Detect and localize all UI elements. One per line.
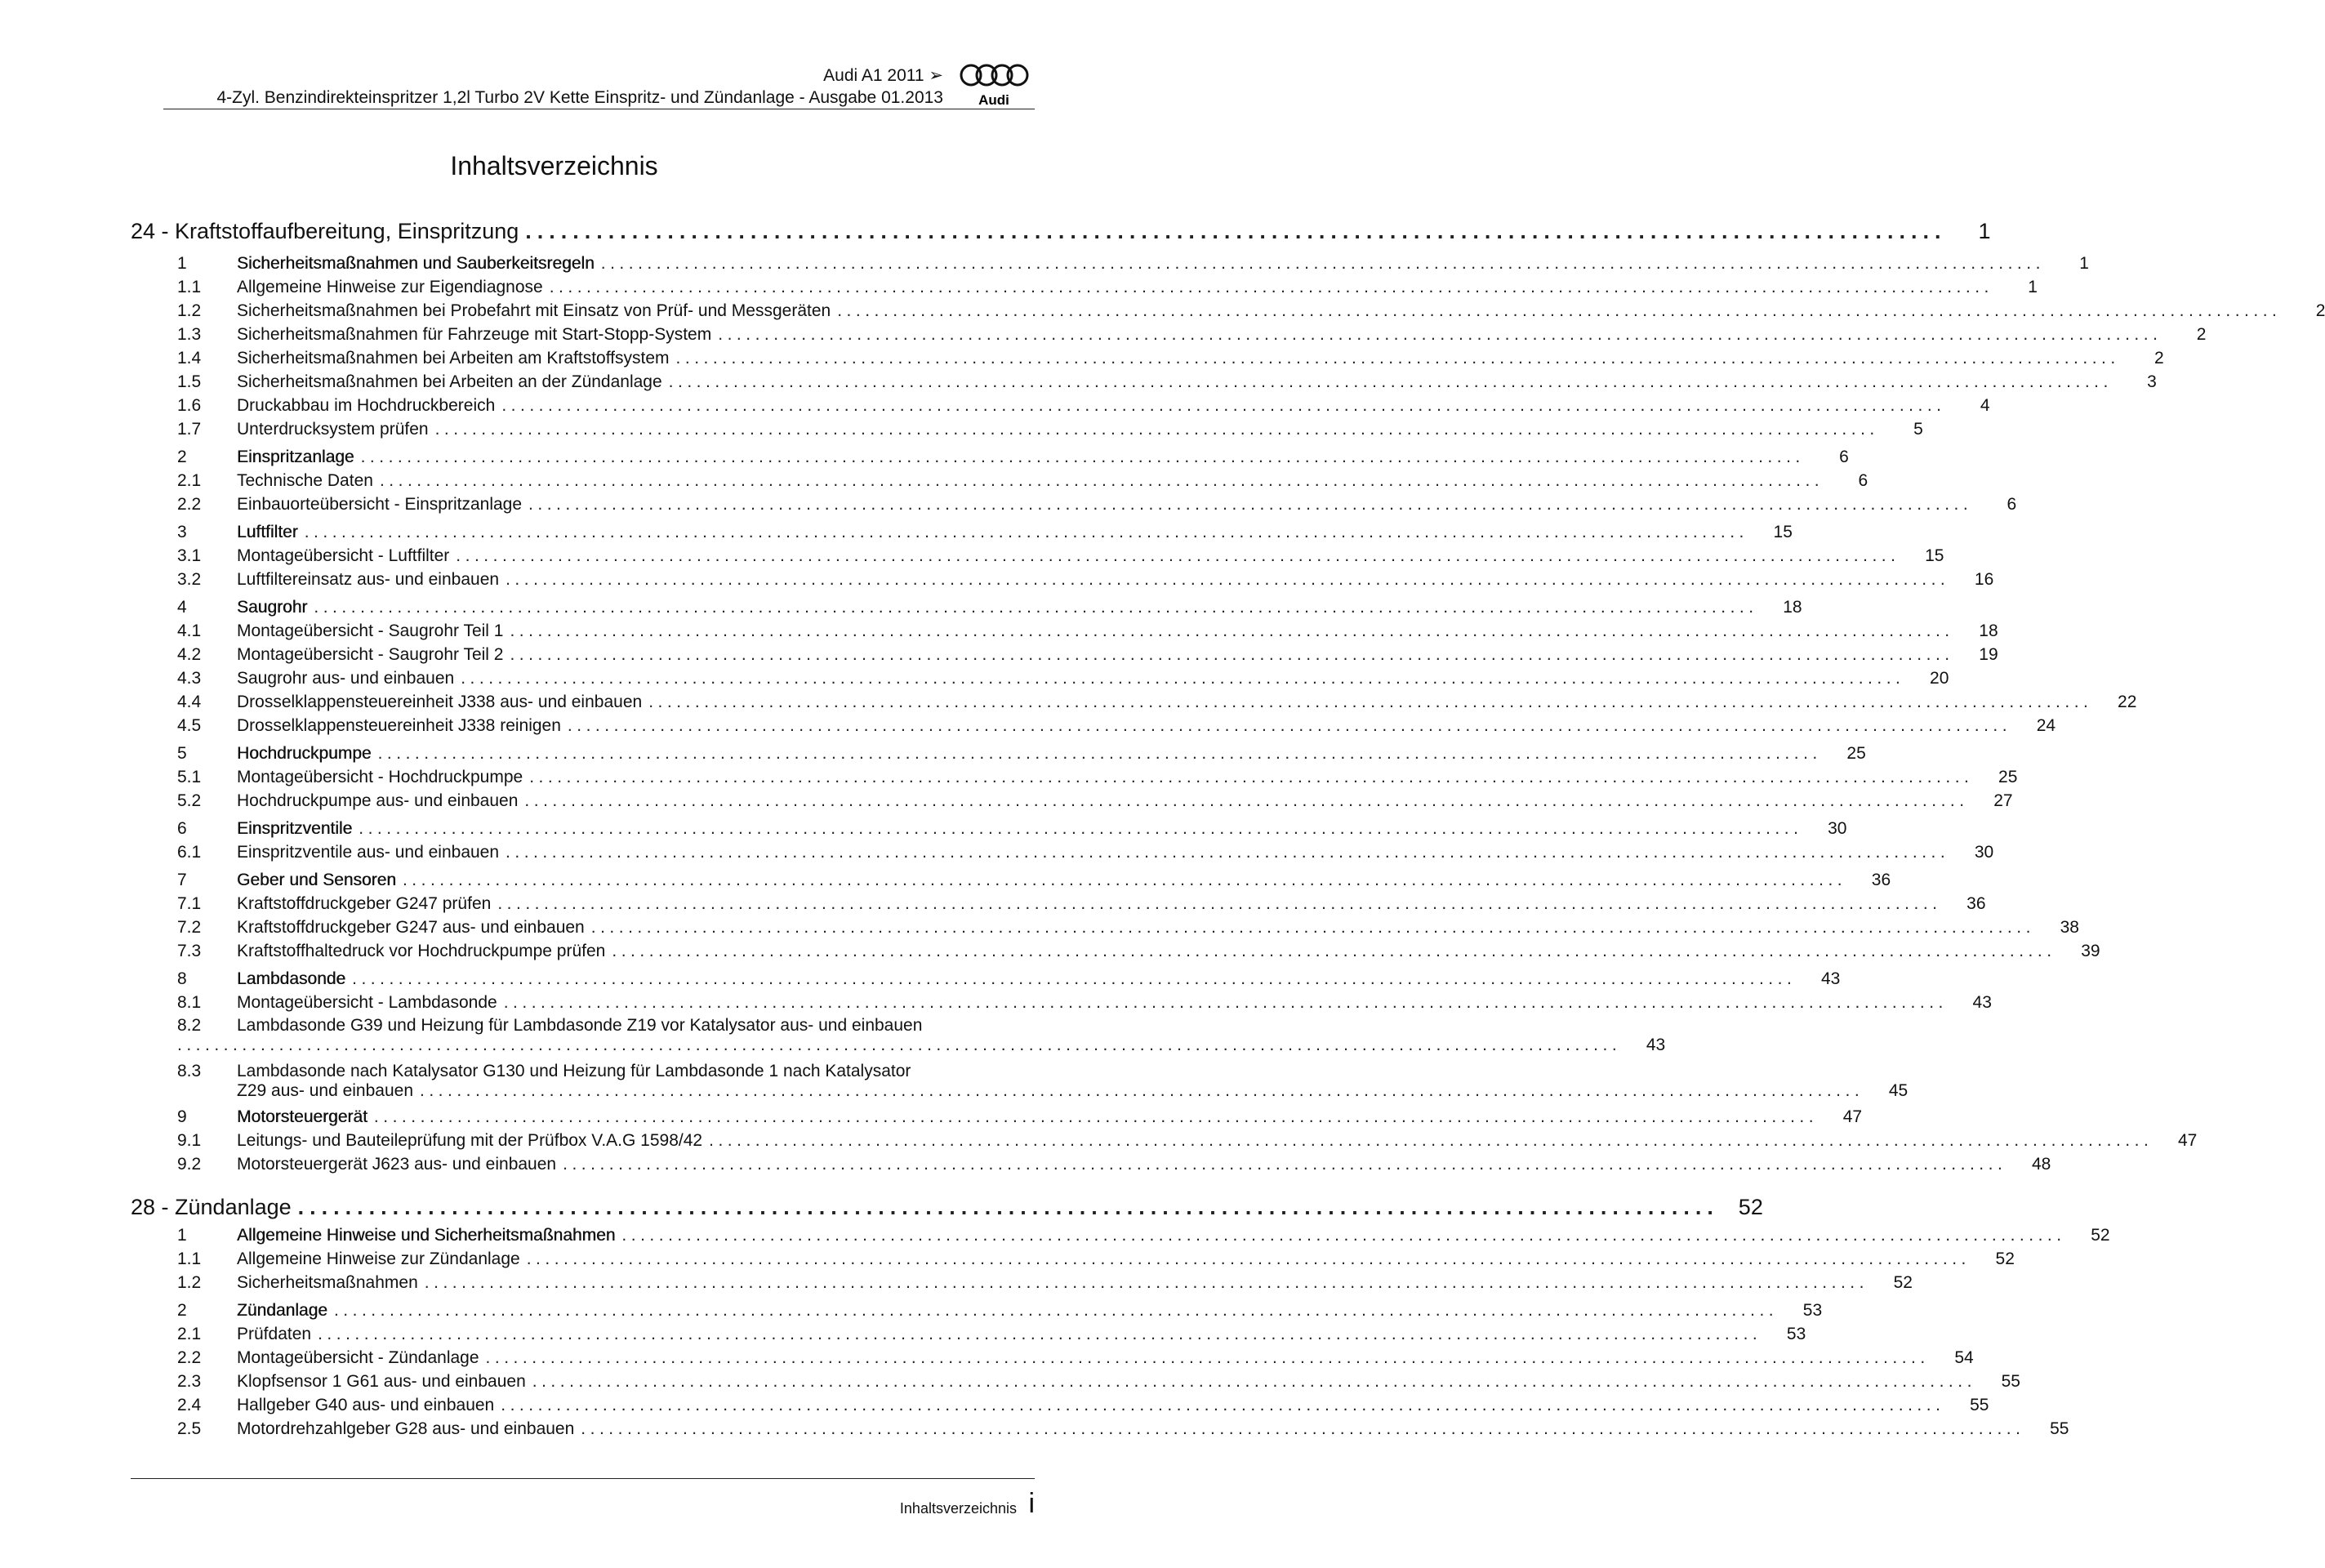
toc-num: 1.1 (177, 1250, 202, 1268)
toc-page: 39 (2081, 942, 2100, 960)
toc-title: Zündanlage (237, 1301, 327, 1320)
toc-section[interactable] (177, 967, 1841, 991)
toc-title: Luftfilter (237, 523, 298, 541)
leader-dots: ............................................................................................................................................................ (549, 278, 1993, 296)
toc-num: 2.1 (177, 471, 202, 490)
toc-num: 1.2 (177, 301, 202, 320)
toc-num: 2.5 (177, 1419, 202, 1438)
toc-title: Einbauorteübersicht - Einspritzanlage (237, 495, 523, 514)
toc-title: Druckabbau im Hochdruckbereich (237, 396, 496, 415)
toc-num: 4.4 (177, 693, 202, 711)
toc-title: Einspritzventile (237, 819, 353, 838)
toc-chapter-28[interactable] (131, 1191, 1763, 1223)
toc-title: Sicherheitsmaßnahmen (237, 1273, 418, 1292)
toc-page: 1 (2079, 254, 2089, 273)
toc-num: 2.4 (177, 1396, 202, 1414)
toc-title: Hochdruckpumpe aus- und einbauen (237, 791, 519, 810)
toc-title: Einspritzventile aus- und einbauen (237, 843, 500, 862)
toc-num: 8 (177, 969, 187, 988)
toc-num: 4 (177, 598, 187, 617)
footer-rule (131, 1478, 1035, 1479)
toc-item[interactable] (177, 1417, 2069, 1441)
leader-dots: ............................................................................................................................................................ (567, 716, 2012, 735)
toc-item[interactable] (177, 394, 1990, 417)
toc-section[interactable] (177, 1223, 2110, 1247)
toc-page: 45 (1888, 1081, 1909, 1100)
toc-page: 16 (1974, 570, 1994, 589)
leader-dots: ............................................................................................................................................................ (503, 993, 1948, 1012)
toc-item[interactable] (177, 346, 2164, 370)
toc-title: Sicherheitsmaßnahmen bei Arbeiten an der Zündanlage (237, 372, 662, 391)
toc-num: 2.1 (177, 1325, 202, 1343)
toc-item[interactable] (177, 666, 1949, 690)
toc-item[interactable] (177, 469, 1868, 492)
toc-title: Saugrohr aus- und einbauen (237, 669, 455, 688)
toc-page: 30 (1974, 843, 1994, 862)
leader-dots: ............................................................................................................................................................ (526, 1250, 1971, 1268)
toc-num: 4.2 (177, 645, 202, 664)
toc-page: 24 (2036, 716, 2056, 735)
leader-dots: ............................................................................................................................................................ (333, 1301, 1779, 1320)
toc-num: 1 (177, 1226, 187, 1245)
toc-num: 3.2 (177, 570, 202, 589)
toc-title: Sicherheitsmaßnahmen für Fahrzeuge mit Start-Stopp-System (237, 325, 712, 344)
toc-item[interactable] (177, 1129, 2198, 1152)
leader-dots: ............................................................................................................................................................ (612, 942, 2056, 960)
leader-dots: ............................................................................................................................................................ (528, 495, 1973, 514)
toc-title: Technische Daten (237, 471, 373, 490)
toc-num: 1.4 (177, 349, 202, 368)
toc-title: Sicherheitsmaßnahmen bei Probefahrt mit Einsatz von Prüf- und Messgeräten (237, 301, 831, 320)
toc-num: 1.6 (177, 396, 202, 415)
leader-dots: ............................................................................................................................................................ (304, 523, 1748, 541)
leader-dots: ............................................................................................................................................................ (314, 598, 1758, 617)
audi-logo-icon (953, 62, 1035, 109)
page-header (163, 62, 1035, 111)
toc-page: 52 (1893, 1273, 1913, 1292)
toc-title: Luftfiltereinsatz aus- und einbauen (237, 570, 500, 589)
toc-page: 25 (1998, 768, 2018, 786)
toc-page: 3 (2147, 372, 2157, 391)
toc-page: 6 (2007, 495, 2017, 514)
leader-dots: ............................................................................................................................................................ (600, 254, 2045, 273)
toc-page: 20 (1930, 669, 1949, 688)
toc-title-line2: Z29 aus- und einbauen (237, 1081, 413, 1100)
toc-page: 53 (1802, 1301, 1823, 1320)
toc-section[interactable] (177, 817, 1847, 840)
toc-num: 6 (177, 819, 187, 838)
toc-title: Saugrohr (237, 598, 308, 617)
leader-dots: ............................................................................................................................................................ (402, 871, 1847, 889)
toc-page: 25 (1846, 744, 1866, 763)
toc-item[interactable] (177, 1393, 1989, 1417)
toc-item[interactable] (177, 1370, 2020, 1393)
toc-item[interactable] (177, 915, 2079, 939)
toc-title: Lambdasonde G39 und Heizung für Lambdasonde Z19 vor Katalysator aus- und einbauen (237, 1016, 923, 1035)
toc-page: 4 (1980, 396, 1990, 415)
toc-title: Montageübersicht - Saugrohr Teil 2 (237, 645, 504, 664)
leader-dots: ............................................................................................................................................................ (532, 1372, 1976, 1391)
toc-item[interactable] (177, 417, 1923, 441)
toc-num: 1.3 (177, 325, 202, 344)
toc-num: 7.1 (177, 894, 202, 913)
toc-num: 1.2 (177, 1273, 202, 1292)
toc-page: 55 (2001, 1372, 2020, 1391)
toc-page: 36 (1871, 871, 1891, 889)
toc-title: Sicherheitsmaßnahmen bei Arbeiten am Kraftstoffsystem (237, 349, 670, 368)
toc-item[interactable] (177, 1322, 1806, 1346)
toc-title-line1: Lambdasonde nach Katalysator G130 und Heizung für Lambdasonde 1 nach Katalysator (237, 1062, 911, 1080)
toc-item[interactable] (177, 643, 1998, 666)
toc-num: 9 (177, 1107, 187, 1126)
toc-title: Allgemeine Hinweise zur Zündanlage (237, 1250, 520, 1268)
toc-title: Allgemeine Hinweise und Sicherheitsmaßnahmen (237, 1226, 616, 1245)
toc-num: 8.3 (177, 1062, 202, 1080)
leader-dots: ........................................................................................................................ (297, 1195, 1719, 1219)
toc-num: 7 (177, 871, 187, 889)
toc-page: 2 (2196, 325, 2207, 344)
toc-num: 1.1 (177, 278, 202, 296)
toc-page: 18 (1979, 621, 1998, 640)
toc-title: Montageübersicht - Saugrohr Teil 1 (237, 621, 504, 640)
leader-dots: ............................................................................................................................................................ (360, 448, 1805, 466)
toc-num: 7.2 (177, 918, 202, 937)
leader-dots: ............................................................................................................................................................ (506, 843, 1950, 862)
toc-section[interactable] (177, 1105, 1863, 1129)
toc-item[interactable] (177, 299, 2325, 323)
toc-num: 2.3 (177, 1372, 202, 1391)
toc-num: 4.3 (177, 669, 202, 688)
leader-dots: ............................................................................................................................................................ (420, 1081, 1864, 1100)
toc-item[interactable] (177, 1152, 2051, 1176)
toc-page: 38 (2060, 918, 2079, 937)
toc-item[interactable] (177, 370, 2157, 394)
toc-page: 2 (2315, 301, 2325, 320)
footer-label: Inhaltsverzeichnis (899, 1500, 1017, 1517)
toc-item[interactable] (177, 1062, 1909, 1101)
leader-dots: ............................................................................................................................................................ (668, 372, 2113, 391)
leader-dots: ............................................................................................................................................................ (506, 570, 1950, 589)
toc-page: 48 (2031, 1155, 2051, 1174)
toc-page: 53 (1786, 1325, 1806, 1343)
toc-page: 52 (1995, 1250, 2015, 1268)
toc-item[interactable] (177, 789, 2013, 813)
leader-dots: ............................................................................................................................................................ (648, 693, 2093, 711)
leader-dots: ............................................................................................................................................................ (434, 420, 1879, 439)
toc-title: Motorsteuergerät (237, 1107, 367, 1126)
toc-page: 22 (2118, 693, 2137, 711)
leader-dots: ............................................................................................................................................................ (837, 301, 2282, 320)
toc-chapter-title: 24 - Kraftstoffaufbereitung, Einspritzung (131, 219, 519, 243)
footer-page-number: i (1028, 1488, 1035, 1519)
toc-section[interactable] (177, 742, 1866, 765)
leader-dots: ............................................................................................................................................................ (456, 546, 1900, 565)
toc-page: 2 (2154, 349, 2164, 368)
toc-num: 8.1 (177, 993, 202, 1012)
leader-dots: ............................................................................................................................................................ (379, 471, 1824, 490)
toc-title: Allgemeine Hinweise zur Eigendiagnose (237, 278, 543, 296)
leader-dots: ............................................................................................................................................................ (501, 396, 1946, 415)
toc-num: 1.5 (177, 372, 202, 391)
toc-item[interactable] (177, 568, 1994, 591)
leader-dots: ............................................................................................................................................................ (352, 969, 1797, 988)
toc-item[interactable] (177, 1346, 1974, 1370)
toc-title: Lambdasonde (237, 969, 346, 988)
toc-title: Kraftstoffhaltedruck vor Hochdruckpumpe prüfen (237, 942, 606, 960)
toc-page: 55 (2050, 1419, 2069, 1438)
leader-dots: ............................................................................................................................................................ (524, 791, 1969, 810)
toc-page: 6 (1839, 448, 1849, 466)
leader-dots: ............................................................................................................................................................ (709, 1131, 2154, 1150)
leader-dots: ............................................................................................................................................................ (590, 918, 2035, 937)
toc-page: 1 (2028, 278, 2038, 296)
header-model: Audi A1 2011 ➢ (823, 66, 943, 85)
toc-page: 18 (1783, 598, 1802, 617)
toc-num: 3 (177, 523, 187, 541)
toc-title: Leitungs- und Bauteileprüfung mit der Prüfbox V.A.G 1598/42 (237, 1131, 703, 1150)
toc-title: Hochdruckpumpe (237, 744, 372, 763)
toc-num: 1 (177, 254, 187, 273)
toc-num: 7.3 (177, 942, 202, 960)
toc-num: 5 (177, 744, 187, 763)
toc-item[interactable] (177, 690, 2137, 714)
toc-num: 6.1 (177, 843, 202, 862)
toc-page: 15 (1773, 523, 1793, 541)
toc-num: 8.2 (177, 1016, 202, 1035)
leader-dots: ............................................................................................................................................................ (318, 1325, 1762, 1343)
toc-title: Sicherheitsmaßnahmen und Sauberkeitsregeln (237, 254, 595, 273)
toc-num: 9.2 (177, 1155, 202, 1174)
toc-title: Klopfsensor 1 G61 aus- und einbauen (237, 1372, 526, 1391)
toc-title: Drosselklappensteuereinheit J338 reinigen (237, 716, 561, 735)
leader-dots: ............................................................................................................................................................ (424, 1273, 1868, 1292)
toc-num: 1.7 (177, 420, 202, 439)
leader-dots: ............................................................................................................................................................ (718, 325, 2162, 344)
toc-num: 9.1 (177, 1131, 202, 1150)
table-of-contents (131, 215, 2325, 1441)
toc-item[interactable] (177, 1271, 1913, 1294)
leader-dots: ............................................................................................................................................................ (485, 1348, 1930, 1367)
toc-item[interactable] (177, 492, 2017, 516)
toc-page: 30 (1828, 819, 1847, 838)
toc-page: 19 (1979, 645, 1998, 664)
leader-dots: ............................................................................................................................................................ (501, 1396, 1945, 1414)
toc-item[interactable] (177, 840, 1994, 864)
toc-section[interactable] (177, 252, 2089, 275)
toc-title: Motorsteuergerät J623 aus- und einbauen (237, 1155, 557, 1174)
toc-item[interactable] (177, 275, 2038, 299)
toc-item[interactable] (177, 1016, 1666, 1055)
toc-item[interactable] (177, 619, 1998, 643)
leader-dots: ............................................................................................................................................................ (461, 669, 1905, 688)
toc-section[interactable] (177, 868, 1891, 892)
toc-page: 52 (1738, 1195, 1763, 1219)
toc-page: 47 (2177, 1131, 2198, 1150)
toc-page: 47 (1842, 1107, 1863, 1126)
leader-dots: ............................................................................................................................................................ (563, 1155, 2007, 1174)
toc-item[interactable] (177, 323, 2207, 346)
toc-title: Hallgeber G40 aus- und einbauen (237, 1396, 495, 1414)
toc-item[interactable] (177, 714, 2056, 737)
toc-num: 4.5 (177, 716, 202, 735)
toc-title: Kraftstoffdruckgeber G247 aus- und einbauen (237, 918, 585, 937)
toc-title: Einspritzanlage (237, 448, 354, 466)
leader-dots: ............................................................................................................................................................ (675, 349, 2120, 368)
toc-section[interactable] (177, 445, 1849, 469)
toc-title: Drosselklappensteuereinheit J338 aus- und einbauen (237, 693, 643, 711)
toc-title: Montageübersicht - Luftfilter (237, 546, 450, 565)
toc-page: 54 (1954, 1348, 1974, 1367)
toc-num: 2.2 (177, 1348, 202, 1367)
leader-dots: ............................................................................................................................................................ (581, 1419, 2025, 1438)
toc-title: Kraftstoffdruckgeber G247 prüfen (237, 894, 492, 913)
leader-dots: ............................................................................................................................................................ (621, 1226, 2066, 1245)
logo-wordmark: Audi (978, 92, 1009, 108)
toc-item[interactable] (177, 544, 1944, 568)
toc-page: 52 (2091, 1226, 2110, 1245)
toc-page: 36 (1966, 894, 1986, 913)
toc-item[interactable] (177, 1247, 2015, 1271)
toc-chapter-24[interactable] (131, 215, 1991, 247)
toc-page: 43 (1646, 1036, 1666, 1054)
toc-title: Motordrehzahlgeber G28 aus- und einbauen (237, 1419, 575, 1438)
toc-num: 2 (177, 1301, 187, 1320)
toc-page: 15 (1925, 546, 1944, 565)
toc-item[interactable] (177, 765, 2018, 789)
toc-item[interactable] (177, 892, 1986, 915)
leader-dots: ............................................................................................................................................................ (373, 1107, 1819, 1126)
toc-num: 4.1 (177, 621, 202, 640)
toc-title: Prüfdaten (237, 1325, 312, 1343)
toc-num: 2 (177, 448, 187, 466)
toc-page: 1 (1978, 219, 1991, 243)
leader-dots: ............................................................................................................................................................ (497, 894, 1942, 913)
leader-dots: ............................................................................................................................................................ (529, 768, 1974, 786)
toc-title: Unterdrucksystem prüfen (237, 420, 429, 439)
toc-num: 2.2 (177, 495, 202, 514)
toc-item[interactable] (177, 991, 1992, 1014)
toc-page: 5 (1913, 420, 1923, 439)
leader-dots: ........................................................................................................................ (525, 219, 1947, 243)
toc-page: 27 (1993, 791, 2013, 810)
toc-chapter-title: 28 - Zündanlage (131, 1195, 292, 1219)
leader-dots: ............................................................................................................................................................ (510, 621, 1954, 640)
toc-title: Montageübersicht - Lambdasonde (237, 993, 497, 1012)
toc-item[interactable] (177, 939, 2100, 963)
toc-num: 3.1 (177, 546, 202, 565)
toc-section[interactable] (177, 595, 1802, 619)
leader-dots: ............................................................................................................................................................ (377, 744, 1822, 763)
toc-section[interactable] (177, 520, 1793, 544)
leader-dots: ............................................................................................................................................................ (177, 1036, 1622, 1054)
toc-page: 6 (1858, 471, 1868, 490)
toc-num: 5.1 (177, 768, 202, 786)
toc-section[interactable] (177, 1298, 1823, 1322)
leader-dots: ............................................................................................................................................................ (359, 819, 1803, 838)
toc-num: 5.2 (177, 791, 202, 810)
header-subtitle: 4-Zyl. Benzindirekteinspritzer 1,2l Turbo 2V Kette Einspritz- und Zündanlage - Ausgabe 01.2013 (216, 88, 943, 107)
toc-title: Geber und Sensoren (237, 871, 396, 889)
leader-dots: ............................................................................................................................................................ (510, 645, 1954, 664)
toc-title: Montageübersicht - Hochdruckpumpe (237, 768, 523, 786)
toc-page: 43 (1972, 993, 1992, 1012)
toc-title: Montageübersicht - Zündanlage (237, 1348, 479, 1367)
page-title: Inhaltsverzeichnis (450, 151, 658, 180)
toc-page: 55 (1970, 1396, 1989, 1414)
toc-page: 43 (1820, 969, 1841, 988)
